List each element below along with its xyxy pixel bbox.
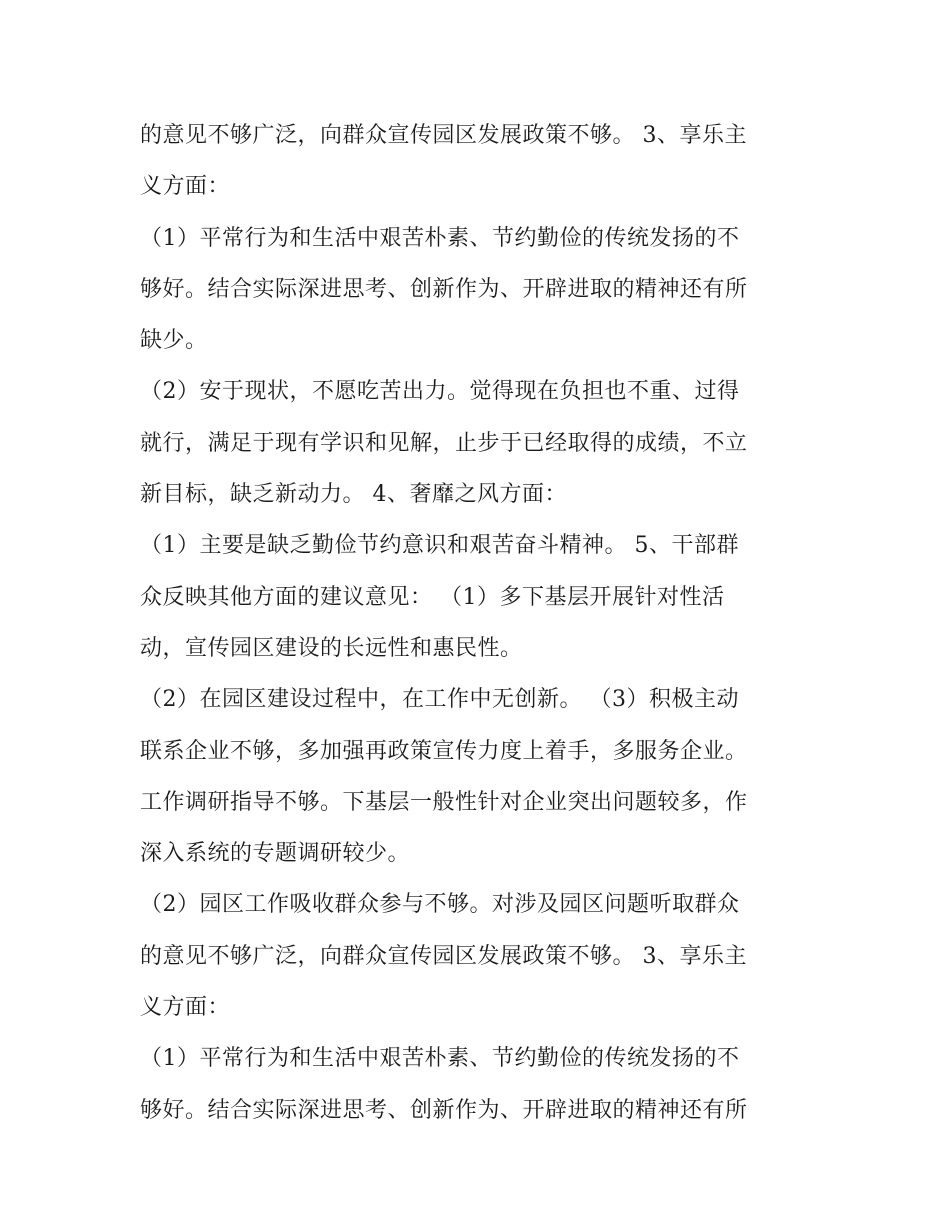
document-body [140,110,820,1136]
text-line: 义方面： [140,174,231,200]
text-line: 工作调研指导不够。下基层一般性针对企业突出问题较多，作 [140,789,748,815]
text-line: 缺少。 [140,328,208,354]
text-line: 的意见不够广泛，向群众宣传园区发展政策不够。 3、享乐主 [140,943,747,969]
text-line: （2）在园区建设过程中，在工作中无创新。 （3）积极主动 [140,687,739,713]
text-line: 够好。结合实际深进思考、创新作为、开辟进取的精神还有所 [140,276,748,302]
text-line: 的意见不够广泛，向群众宣传园区发展政策不够。 3、享乐主 [140,123,747,148]
text-line: 联系企业不够，多加强再政策宣传力度上着手，多服务企业。 [140,738,748,764]
text-line: （1）平常行为和生活中艰苦朴素、节约勤俭的传统发扬的不 [140,1046,740,1072]
text-line: 新目标，缺乏新动力。 4、奢靡之风方面： [140,482,567,508]
text-line: （2）园区工作吸收群众参与不够。对涉及园区问题听取群众 [140,892,740,918]
text-line: 就行，满足于现有学识和见解，止步于已经取得的成绩，不立 [140,430,748,456]
text-line: 够好。结合实际深进思考、创新作为、开辟进取的精神还有所 [140,1097,748,1123]
text-line: 深入系统的专题调研较少。 [140,841,411,867]
text-line: 动，宣传园区建设的长远性和惠民性。 [140,635,523,661]
text-line: （1）平常行为和生活中艰苦朴素、节约勤俭的传统发扬的不 [140,225,740,251]
text-line: （1）主要是缺乏勤俭节约意识和艰苦奋斗精神。 5、干部群 [140,533,739,559]
text-line: 众反映其他方面的建议意见： （1）多下基层开展针对性活 [140,584,725,610]
text-line: （2）安于现状，不愿吃苦出力。觉得现在负担也不重、过得 [140,379,740,405]
text-line: 义方面： [140,995,231,1021]
